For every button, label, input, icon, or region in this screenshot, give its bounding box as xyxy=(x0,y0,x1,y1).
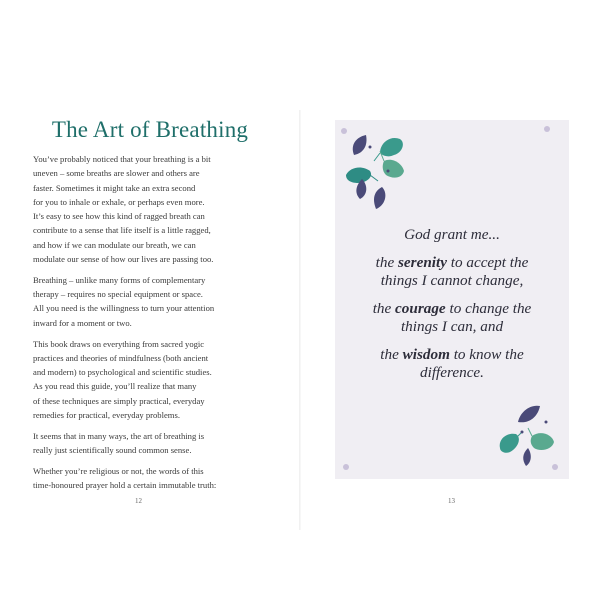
paragraph xyxy=(33,429,261,458)
text-line: As you read this guide, you’ll realize that many xyxy=(33,381,197,392)
text-line: All you need is the willingness to turn your attention xyxy=(33,303,215,314)
prayer-word: the xyxy=(375,254,399,271)
body-text xyxy=(33,152,261,499)
paragraph xyxy=(33,152,261,266)
prayer-line: difference. xyxy=(420,364,484,381)
purple-leaf-icon xyxy=(518,406,540,423)
text-line: and modern) to psychological and scientific studies. xyxy=(33,367,212,378)
prayer-line: God grant me... xyxy=(404,226,500,243)
text-line: practices and theories of mindfulness (both ancient xyxy=(33,352,209,363)
text-line: time-honoured prayer hold a certain immutable truth: xyxy=(33,480,217,491)
prayer-word: the xyxy=(372,300,396,317)
text-line: inward for a moment or two. xyxy=(33,317,132,328)
leaf-cluster-bottom xyxy=(488,392,568,472)
decorative-dot-icon xyxy=(544,126,550,132)
ginkgo-leaf-icon xyxy=(374,138,403,161)
text-line: You’ve probably noticed that your breathing is a bit xyxy=(33,154,211,164)
paragraph xyxy=(33,273,261,330)
text-line: and how if we can modulate our breath, we can xyxy=(33,239,196,250)
text-line: faster. Sometimes it might take an extra second xyxy=(33,182,196,193)
decorative-dot-icon xyxy=(343,464,349,470)
ginkgo-leaf-icon xyxy=(528,428,554,450)
prayer-stanza xyxy=(335,226,569,244)
page-number-right: 13 xyxy=(448,497,455,505)
text-line: This book draws on everything from sacred yogic xyxy=(33,338,205,349)
paragraph xyxy=(33,464,261,493)
text-line: It’s easy to see how this kind of ragged breath can xyxy=(33,211,205,222)
text-line: uneven – some breaths are slower and others are xyxy=(33,168,200,179)
prayer-word: to know the xyxy=(449,346,524,363)
prayer-stanza xyxy=(335,254,569,290)
prayer-line xyxy=(335,254,569,272)
text-line: Breathing – unlike many forms of complementary xyxy=(33,274,206,285)
emphasis-courage: courage xyxy=(395,300,446,317)
paragraph xyxy=(33,337,261,423)
chapter-title: The Art of Breathing xyxy=(51,117,249,142)
prayer-word: to change the xyxy=(445,300,532,317)
text-line: remedies for practical, everyday problems. xyxy=(33,410,180,421)
ginkgo-leaf-icon xyxy=(500,432,522,453)
prayer-word: the xyxy=(380,346,403,363)
prayer-line xyxy=(335,300,569,318)
prayer-text xyxy=(335,226,569,392)
text-line: Whether you’re religious or not, the words of this xyxy=(33,465,204,476)
text-line: modulate our sense of how our lives are passing too. xyxy=(33,254,214,265)
prayer-line: things I can, and xyxy=(400,318,504,335)
purple-leaf-icon xyxy=(353,135,367,155)
prayer-stanza xyxy=(335,300,569,336)
text-line: It seems that in many ways, the art of breathing is xyxy=(33,430,205,441)
text-line: for you to inhale or exhale, or perhaps even more. xyxy=(33,196,205,207)
purple-leaf-icon xyxy=(523,448,531,466)
text-line: really just scientifically sound common sense. xyxy=(33,445,192,456)
emphasis-wisdom: wisdom xyxy=(402,346,450,363)
prayer-line xyxy=(335,346,569,364)
prayer-stanza xyxy=(335,346,569,382)
purple-leaf-icon xyxy=(374,187,385,209)
text-line: of these techniques are simply practical, everyday xyxy=(33,395,205,406)
emphasis-serenity: serenity xyxy=(398,254,447,271)
leaf-cluster-top xyxy=(340,125,420,220)
prayer-word: to accept the xyxy=(446,254,529,271)
text-line: contribute to a sense that life itself is a little ragged, xyxy=(33,225,211,236)
prayer-line: things I cannot change, xyxy=(380,272,524,289)
text-line: therapy – requires no special equipment or space. xyxy=(33,289,203,300)
page-number-left: 12 xyxy=(135,497,142,505)
